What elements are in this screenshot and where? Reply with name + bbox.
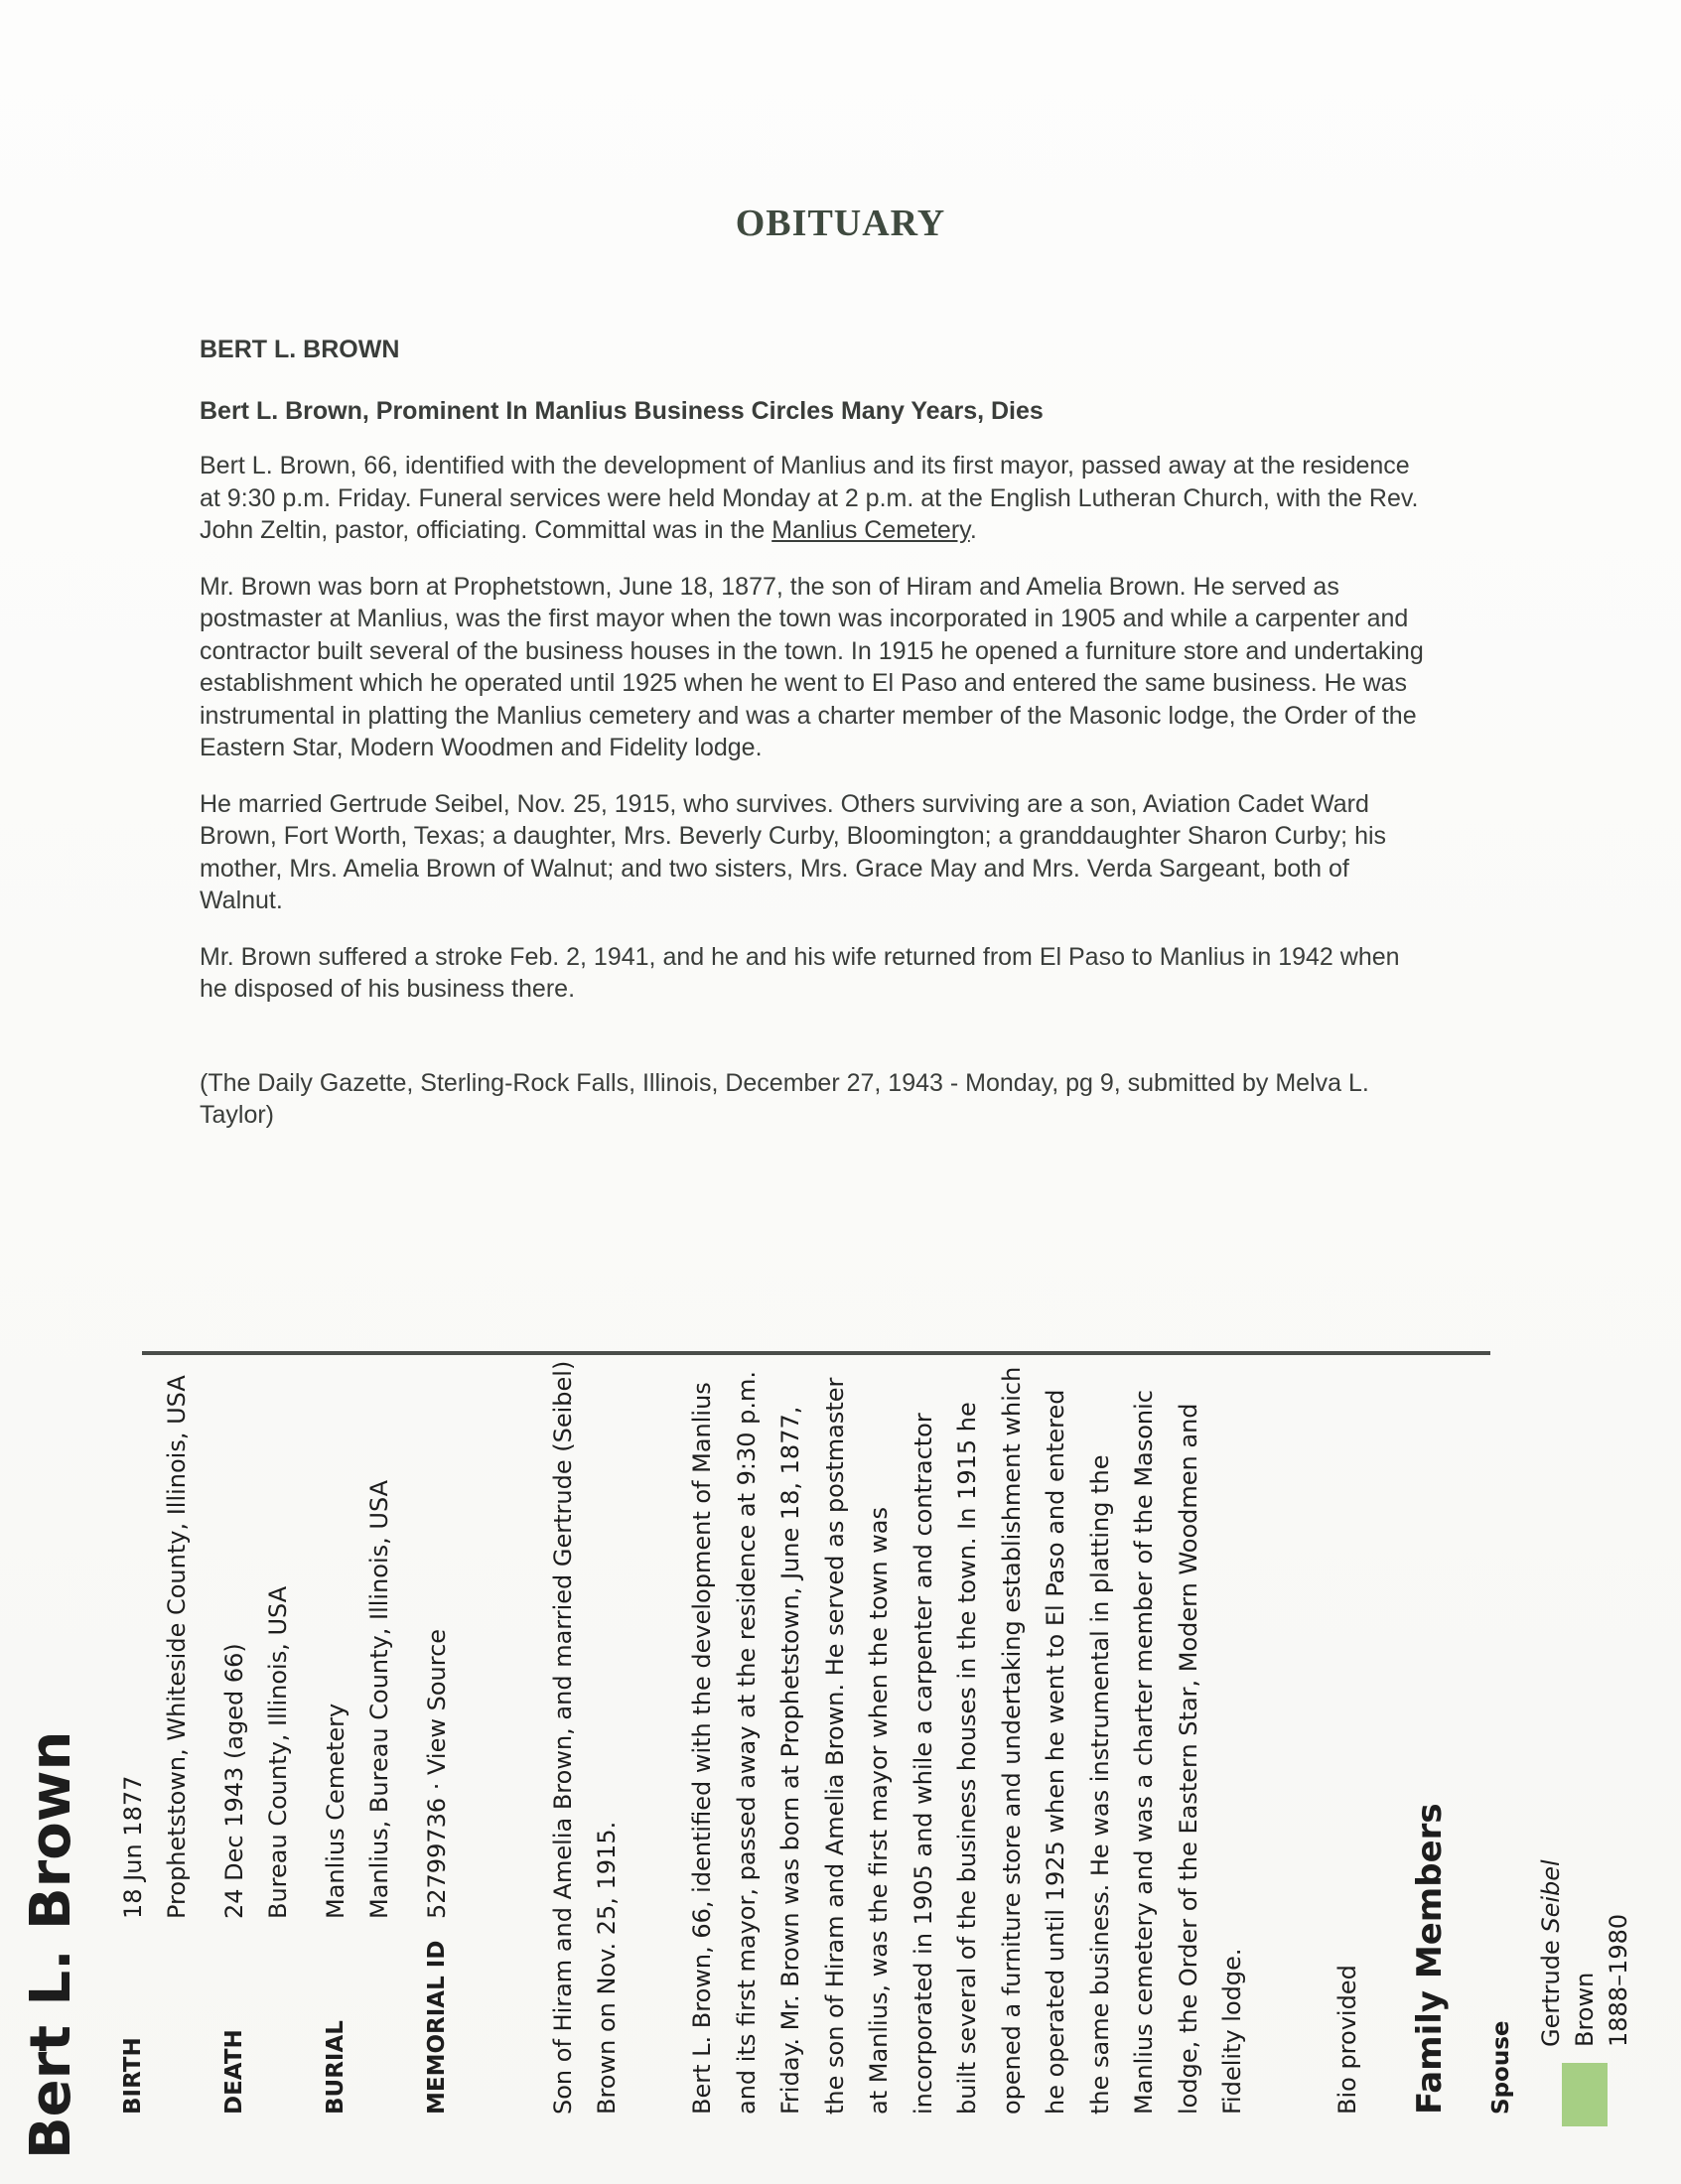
spouse-maiden-name: Seibel [1537,1859,1565,1933]
fact-value [314,1360,401,1919]
obituary-paragraph: Mr. Brown suffered a stroke Feb. 2, 1941, and he and his wife returned from El Paso to Manlius in 1942 when he disposed of his business there. [200,942,1400,1003]
paragraph-text: Bert L. Brown, 66, identified with the development of Manlius and its first mayor, passed away at the residence at 9:30 p.m. Friday. Funeral services were held Monday at 2 p.m. at the English Lutheran Church, with the Rev. John Zeltin, pastor, officiating. Committal was in the [200,452,1419,544]
memorial-name: Bert L. Brown [19,1730,83,2159]
section-divider [142,1351,1490,1355]
obituary-paragraph [200,450,1431,547]
family-heading: Family Members [1410,1803,1450,2115]
death-date: 24 Dec 1943 (aged 66) [220,1643,248,1919]
obituary-citation: (The Daily Gazette, Sterling-Rock Falls, Illinois, December 27, 1943 - Monday, pg 9, submitted by Melva L. Taylor) [200,1068,1369,1129]
obituary-subheading: Bert L. Brown, Prominent In Manlius Business Circles Many Years, Dies [200,397,1044,425]
bio-note: Bio provided [1333,1965,1361,2115]
death-place: Bureau County, Illinois, USA [264,1585,292,1919]
spouse-info [1534,1859,1635,2047]
spouse-years: 1888–1980 [1605,1913,1632,2047]
memorial-facts [111,1360,473,2115]
spouse-first-name: Gertrude [1537,1940,1565,2047]
fact-birth [111,1360,199,2115]
fact-value [212,1360,300,1919]
cemetery-link[interactable]: Manlius Cemetery [771,516,970,544]
spouse-photo [1562,2063,1608,2126]
burial-place: Manlius, Bureau County, Illinois, USA [365,1479,393,1919]
obituary-paragraph: He married Gertrude Seibel, Nov. 25, 1915, who survives. Others surviving are a son, Aviation Cadet Ward Brown, Fort Worth, Texas; a daughter, Mrs. Beverly Curby, Bloomington; a granddaughter Sharon Curby; his mother, Mrs. Amelia Brown of Walnut; and two sisters, Mrs. Grace May and Mrs. Verda Sargeant, both of Walnut. [200,789,1387,914]
memorial-id-value[interactable]: 52799736 · View Source [423,1628,451,1919]
spouse-label: Spouse [1488,2020,1514,2115]
spouse-card[interactable] [1534,1859,1635,2126]
fact-memorial-id [415,1360,459,2115]
spouse-name-line [1534,1859,1568,2047]
birth-date: 18 Jun 1877 [119,1775,147,1919]
obituary-name-heading: BERT L. BROWN [200,336,400,363]
fact-label: DEATH [221,2029,247,2115]
fact-burial [314,1360,401,2115]
spouse-last-name: Brown [1571,1972,1599,2047]
page-title: OBITUARY [735,203,946,244]
birth-place: Prophetstown, Whiteside County, Illinois, USA [163,1375,191,1919]
obituary-paragraph: Mr. Brown was born at Prophetstown, June 18, 1877, the son of Hiram and Amelia Brown. He served as postmaster at Manlius, was the first mayor when the town was incorporated in 1905 and while a carpenter and contractor built several of the business houses in the town. In 1915 he opened a furniture store and undertaking establishment which he operated until 1925 when he went to El Paso and entered the same business. He was instrumental in platting the Manlius cemetery and was a charter member of the Masonic lodge, the Order of the Eastern Star, Modern Woodmen and Fidelity lodge. [200,572,1424,761]
paragraph-end: . [969,516,977,544]
fact-value [415,1360,459,1919]
fact-label: MEMORIAL ID [424,1940,450,2115]
obituary-article [200,336,1431,1132]
fact-value [111,1360,199,1919]
fact-label: BIRTH [120,2037,146,2115]
memorial-printout [0,1360,1681,2184]
fact-label: BURIAL [323,2020,349,2115]
fact-death [212,1360,300,2115]
memorial-summary: Son of Hiram and Amelia Brown, and married Gertrude (Seibel) Brown on Nov. 25, 1915. [549,1360,621,2115]
memorial-bio: Bert L. Brown, 66, identified with the development of Manlius and its first mayor, passed away at the residence at 9:30 p.m. Friday. Mr. Brown was born at Prophetstown, June 18, 1877, the son of Hiram and Amelia Brown. He served as postmaster at Manlius, was the first mayor when the town was incorporated in 1905 and while a carpenter and contractor built several of the business houses in the town. In 1915 he opened a furniture store and undertaking establishment which he operated until 1925 when he went to El Paso and entered the same business. He was instrumental in platting the Manlius cemetery and was a charter member of the Masonic lodge, the Order of the Eastern Star, Modern Woodmen and Fidelity lodge. [688,1366,1246,2115]
burial-cemetery[interactable]: Manlius Cemetery [322,1703,350,1919]
